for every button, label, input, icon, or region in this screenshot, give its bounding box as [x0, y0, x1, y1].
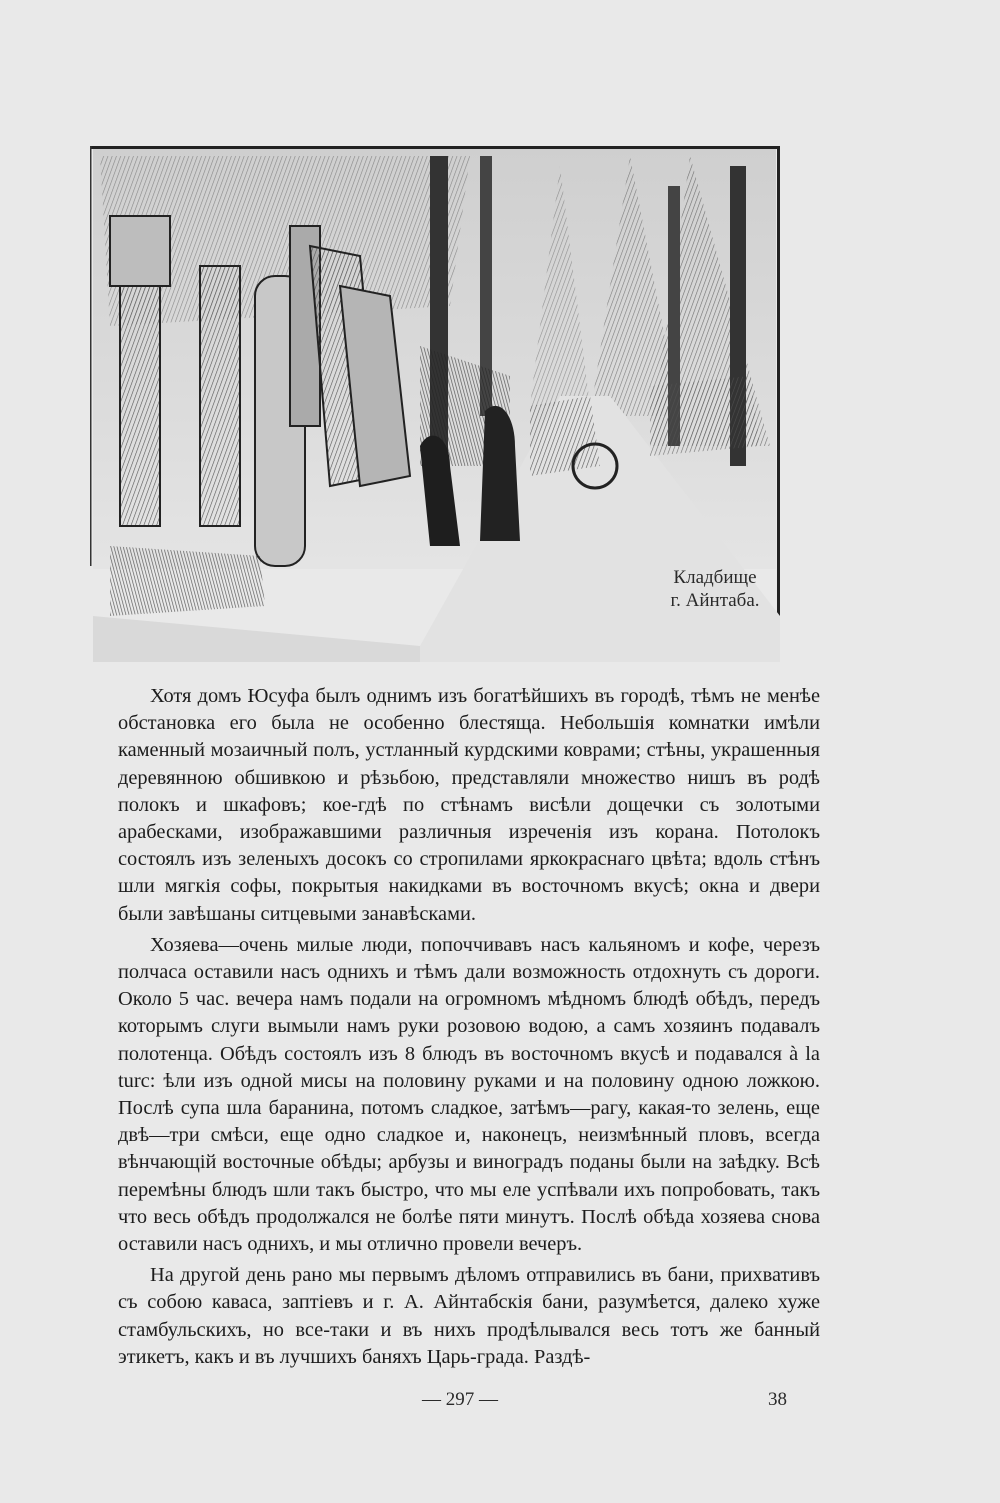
signature-mark: 38 [768, 1389, 787, 1410]
paragraph-1: Хотя домъ Юсуфа былъ однимъ изъ богатѣйшихъ въ городѣ, тѣмъ не менѣе обстановка его была не особенно блестяща. Небольшія комнатки имѣли каменный мозаичный полъ, устланный курдскими коврами; стѣны, украшенныя деревянною обшивкою и рѣзьбою, представляли множество нишъ въ родѣ полокъ и шкафовъ; кое-гдѣ по стѣнамъ висѣли дощечки съ золотыми арабесками, изображавшими различныя изреченія изъ корана. Потолокъ состоялъ изъ зеленыхъ досокъ со стропилами яркокраснаго цвѣта; вдоль стѣнъ шли мягкія софы, покрытыя накидками въ восточномъ вкусѣ; окна и двери были завѣшаны ситцевыми занавѣсками. [118, 685, 820, 925]
page-number: — 297 — [422, 1389, 498, 1410]
paragraph-3: На другой день рано мы первымъ дѣломъ отправились въ бани, прихвативъ съ собою каваса, заптіевъ и г. А. Айнтабскія бани, разумѣется, далеко хуже стамбульскихъ, но все-таки и въ нихъ продѣлывался весь тотъ же банный этикетъ, какъ и въ лучшихъ баняхъ Царь-града. Раздѣ- [118, 1264, 820, 1368]
figure-caption [640, 566, 790, 612]
paragraph-2: Хозяева—очень милые люди, попоччивавъ насъ кальяномъ и кофе, черезъ полчаса оставили насъ однихъ и тѣмъ дали возможность отдохнуть съ дороги. Около 5 час. вечера намъ подали на огромномъ мѣдномъ блюдѣ обѣдъ, передъ которымъ слуги вымыли намъ руки розовою водою, а самъ хозяинъ подавалъ полотенца. Обѣдъ состоялъ изъ 8 блюдъ въ восточномъ вкусѣ и подавался à la turc: ѣли изъ одной мисы на половину руками и на половину одною ложкою. Послѣ супа шла баранина, потомъ сладкое, затѣмъ—рагу, какая-то зелень, еще двѣ—три смѣси, еще одно сладкое и, наконецъ, неизмѣнный пловъ, всегда вѣнчающій восточные обѣды; арбузы и виноградъ поданы были на заѣдку. Всѣ перемѣны блюдъ шли такъ быстро, что мы еле успѣвали ихъ попробовать, такъ что весь обѣдъ продолжался не болѣе пяти минутъ. Послѣ обѣда хозяева снова оставили насъ однихъ, и мы отлично провели вечеръ. [118, 933, 820, 1256]
caption-line-1: Кладбище [673, 567, 757, 588]
caption-line-2: г. Айнтаба. [670, 590, 760, 611]
body-text [118, 683, 820, 1375]
